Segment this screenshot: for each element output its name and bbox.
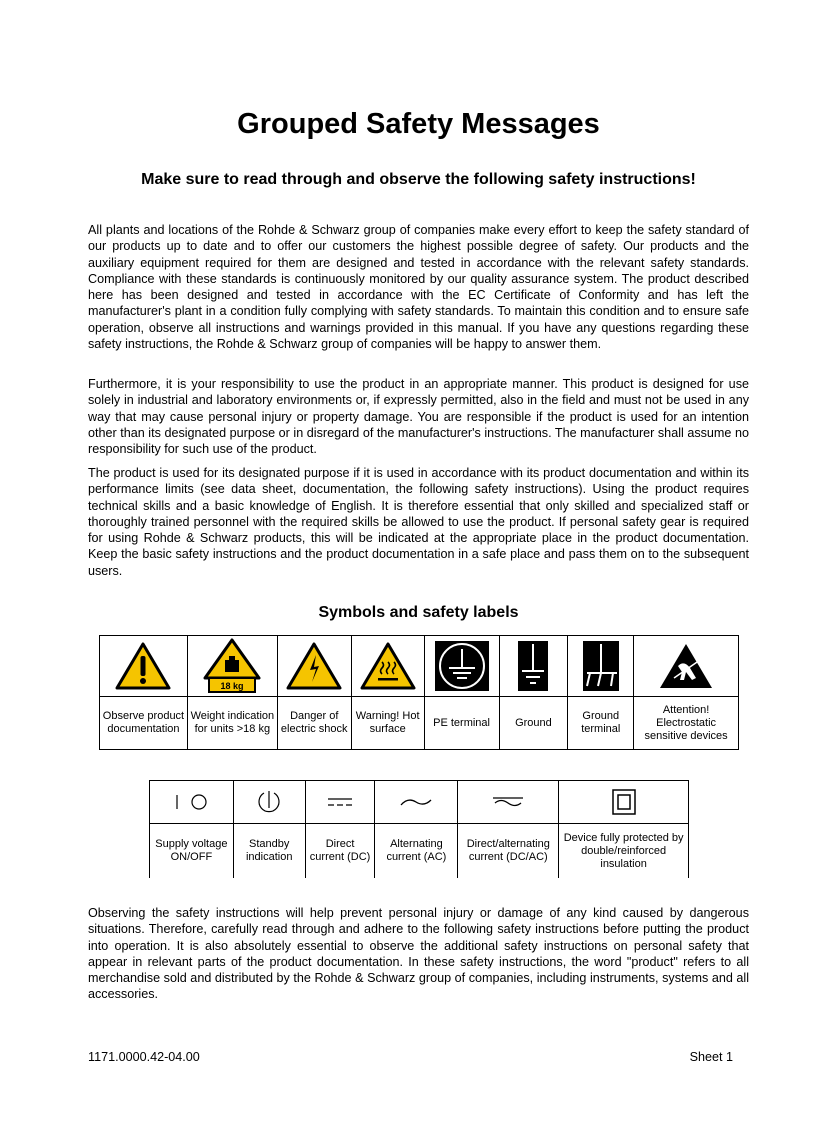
symbol-label: Standby indication	[233, 824, 305, 879]
symbol-label: Weight indication for units >18 kg	[187, 697, 277, 750]
symbol-label: Observe product documentation	[100, 697, 188, 750]
symbol-label: Attention! Electrostatic sensitive devices	[634, 697, 739, 750]
symbol-label: Supply voltage ON/OFF	[150, 824, 234, 879]
pe-terminal-icon	[435, 641, 489, 691]
double-insulation-icon	[612, 789, 636, 815]
document-number: 1171.0000.42-04.00	[88, 1050, 200, 1064]
sheet-number: Sheet 1	[689, 1050, 733, 1064]
page-title: Grouped Safety Messages	[237, 108, 600, 140]
electric-shock-icon	[286, 642, 342, 690]
subtitle: Make sure to read through and observe the following safety instructions!	[141, 171, 696, 188]
hot-surface-icon	[360, 642, 416, 690]
symbol-label: Warning! Hot surface	[351, 697, 424, 750]
standby-icon	[256, 790, 282, 814]
symbol-label: Alternating current (AC)	[375, 824, 458, 879]
symbol-label: Device fully protected by double/reinforced insulation	[559, 824, 689, 879]
symbols-heading: Symbols and safety labels	[318, 604, 519, 621]
symbol-label: PE terminal	[424, 697, 499, 750]
symbol-label: Ground	[499, 697, 568, 750]
closing-paragraph: Observing the safety instructions will help prevent personal injury or damage of any kind caused by dangerous situations. Therefore, carefully read through and adhere to the following safety instructions before putting the product into operation. It is also absolutely essential to observe the additional safety instructions on personal safety that appear in relevant parts of the product documentation. In these safety instructions, the word "product" refers to all merchandise sold and distributed by the Rohde & Schwarz group of companies, including instruments, systems and all accessories.	[88, 906, 749, 1002]
paragraph-2: Furthermore, it is your responsibility to use the product in an appropriate manner. This product is designed for use solely in industrial and laboratory environments or, if expressly permitted, also in the field and must not be used in any way that may cause personal injury or property damage. You are responsible if the product is used for an intention other than its designated purpose or in disregard of the manufacturer's instructions. The manufacturer shall assume no responsibility for such use of the product.	[88, 377, 749, 457]
ac-icon	[400, 796, 432, 808]
power-on-off-icon	[169, 792, 213, 812]
dc-ac-icon	[492, 795, 524, 809]
dc-icon	[327, 796, 353, 808]
esd-icon	[658, 642, 714, 690]
ground-icon	[518, 641, 548, 691]
symbol-label: Danger of electric shock	[277, 697, 351, 750]
symbol-label: Direct current (DC)	[305, 824, 375, 879]
symbols-table-1	[99, 635, 739, 750]
warning-exclamation-icon	[115, 642, 171, 690]
symbols-table-2	[149, 780, 689, 878]
ground-terminal-icon	[583, 641, 619, 691]
paragraph-1: All plants and locations of the Rohde & Schwarz group of companies make every effort to keep the safety standard of our products up to date and to offer our customers the highest possible degree of safety. Our products and the auxiliary equipment required for them are designed and tested in accordance with the relevant safety standards. Compliance with these standards is continuously monitored by our quality assurance system. The product described here has been designed and tested in accordance with the EC Certificate of Conformity and has left the manufacturer's plant in a condition fully complying with safety standards. To maintain this condition and to ensure safe operation, observe all instructions and warnings provided in this manual. If you have any questions regarding these safety instructions, the Rohde & Schwarz group of companies will be happy to answer them.	[88, 223, 749, 352]
paragraph-3: The product is used for its designated purpose if it is used in accordance with its product documentation and within its performance limits (see data sheet, documentation, the following safety instructions). Using the product requires technical skills and a basic knowledge of English. It is therefore essential that only skilled and specialized staff or thoroughly trained personnel with the required skills be allowed to use the product. If personal safety gear is required for using Rohde & Schwarz products, this will be indicated at the appropriate place in the product documentation. Keep the basic safety instructions and the product documentation in a safe place and pass them on to the subsequent users.	[88, 466, 749, 578]
symbol-label: Ground terminal	[568, 697, 634, 750]
svg-text:18 kg: 18 kg	[220, 681, 244, 691]
symbol-label: Direct/alternating current (DC/AC)	[458, 824, 559, 879]
weight-icon	[201, 638, 263, 694]
